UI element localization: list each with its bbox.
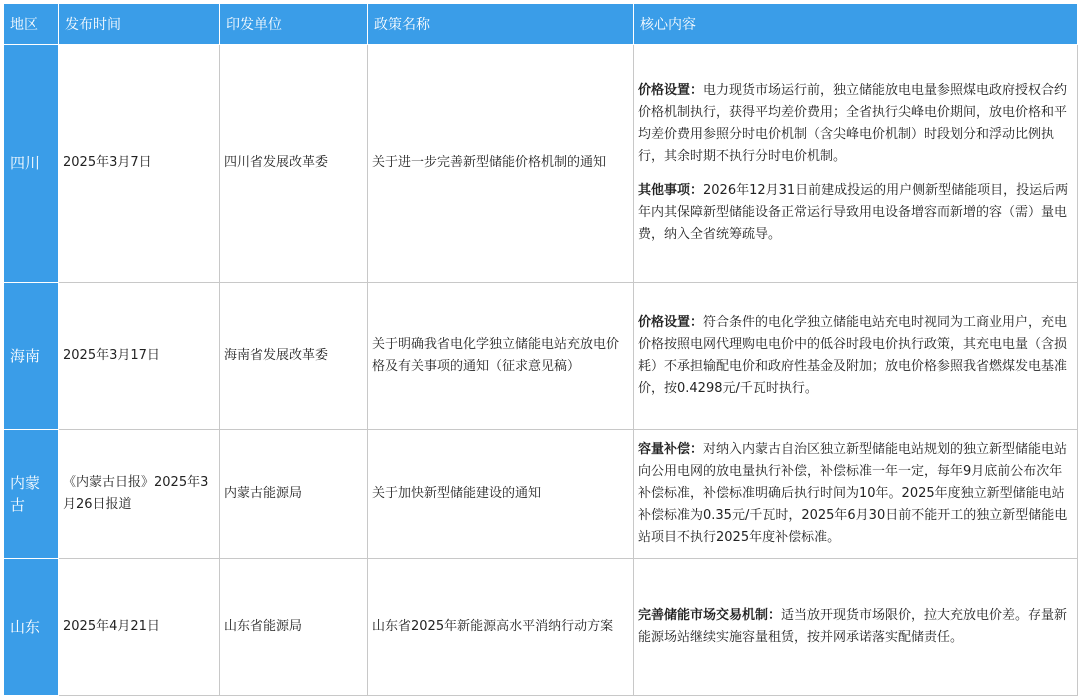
table-row (4, 429, 1078, 558)
content-text: 对纳入内蒙古自治区独立新型储能电站规划的独立新型储能电站向公用电网的放电量执行补偿，补偿标准一年一定，每年9月底前公布次年补偿标准，补偿标准明确后执行时间为10年。2025年度独立新型储能电站补偿标准为0.35元/千瓦时，2025年6月30日前不能开工的独立新型储能电站项目不执行2025年度补偿标准。 (638, 441, 1068, 545)
table-row (4, 558, 1078, 695)
content-label: 价格设置： (638, 314, 704, 330)
issuer-cell: 山东省能源局 (220, 558, 368, 695)
content-text: 电力现货市场运行前，独立储能放电电量参照煤电政府授权合约价格机制执行，获得平均差价费用；全省执行尖峰电价期间，放电价格和平均差价费用参照分时电价机制（含尖峰电价机制）时段划分和浮动比例执行，其余时期不执行分时电价机制。 (638, 83, 1068, 165)
header-policy: 政策名称 (368, 4, 634, 45)
content-paragraph (638, 80, 1073, 168)
content-paragraph (638, 312, 1073, 400)
region-cell: 四川 (4, 45, 59, 283)
content-paragraph (638, 605, 1073, 649)
content-label: 其他事项： (638, 183, 704, 199)
header-region: 地区 (4, 4, 59, 45)
content-text: 符合条件的电化学独立储能电站充电时视同为工商业用户，充电价格按照电网代理购电电价中的低谷时段电价执行政策，其充电电量（含损耗）不承担输配电价和政府性基金及附加；放电价格参照我省燃煤发电基准价，按0.4298元/千瓦时执行。 (638, 314, 1068, 396)
region-cell: 内蒙古 (4, 429, 59, 558)
content-cell (634, 429, 1078, 558)
policy-cell: 山东省2025年新能源高水平消纳行动方案 (368, 558, 634, 695)
content-label: 容量补偿： (638, 441, 704, 457)
policy-cell: 关于加快新型储能建设的通知 (368, 429, 634, 558)
header-date: 发布时间 (59, 4, 220, 45)
policy-table (3, 3, 1078, 696)
content-paragraph (638, 439, 1073, 549)
issuer-cell: 海南省发展改革委 (220, 282, 368, 429)
header-content: 核心内容 (634, 4, 1078, 45)
date-cell: 《内蒙古日报》2025年3月26日报道 (59, 429, 220, 558)
issuer-cell: 内蒙古能源局 (220, 429, 368, 558)
region-cell: 海南 (4, 282, 59, 429)
content-cell (634, 282, 1078, 429)
region-cell: 山东 (4, 558, 59, 695)
date-cell: 2025年3月7日 (59, 45, 220, 283)
content-text: 2026年12月31日前建成投运的用户侧新型储能项目，投运后两年内其保障新型储能设备正常运行导致用电设备增容而新增的容（需）量电费，纳入全省统筹疏导。 (638, 183, 1069, 243)
table-row (4, 282, 1078, 429)
content-text: 适当放开现货市场限价，拉大充放电价差。存量新能源场站继续实施容量租赁，按并网承诺落实配储责任。 (638, 607, 1068, 645)
issuer-cell: 四川省发展改革委 (220, 45, 368, 283)
content-label: 价格设置： (638, 83, 704, 99)
table-row (4, 45, 1078, 283)
table-header-row (4, 4, 1078, 45)
date-cell: 2025年4月21日 (59, 558, 220, 695)
date-cell: 2025年3月17日 (59, 282, 220, 429)
content-label: 完善储能市场交易机制： (638, 607, 782, 623)
content-cell (634, 45, 1078, 283)
content-paragraph (638, 180, 1073, 246)
policy-cell: 关于明确我省电化学独立储能电站充放电价格及有关事项的通知（征求意见稿） (368, 282, 634, 429)
content-cell (634, 558, 1078, 695)
header-issuer: 印发单位 (220, 4, 368, 45)
policy-cell: 关于进一步完善新型储能价格机制的通知 (368, 45, 634, 283)
